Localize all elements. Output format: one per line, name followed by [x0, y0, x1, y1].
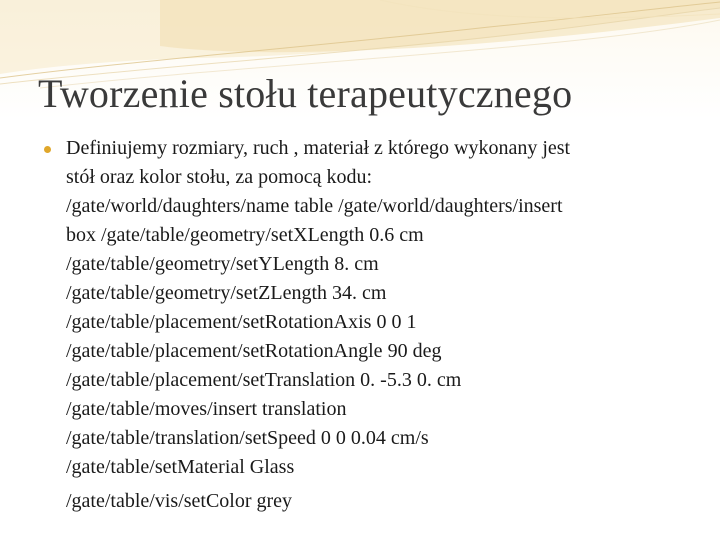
- bullet-item: [40, 134, 690, 516]
- code-line: /gate/table/setMaterial Glass: [66, 456, 295, 478]
- code-line: /gate/table/placement/setRotationAngle 90 deg: [66, 340, 442, 362]
- slide-content: [40, 134, 690, 516]
- code-line: /gate/table/geometry/setZLength 34. cm: [66, 282, 387, 304]
- code-line: /gate/table/geometry/setYLength 8. cm: [66, 253, 379, 275]
- code-line: /gate/world/daughters/name table /gate/world/daughters/insert: [66, 195, 563, 217]
- bullet-text-line: stół oraz kolor stołu, za pomocą kodu:: [66, 166, 373, 188]
- code-line: /gate/table/translation/setSpeed 0 0 0.04 cm/s: [66, 427, 429, 449]
- code-line: /gate/table/vis/setColor grey: [66, 490, 293, 512]
- slide-title: Tworzenie stołu terapeutycznego: [38, 71, 573, 116]
- code-line: /gate/table/moves/insert translation: [66, 398, 347, 420]
- code-line: /gate/table/placement/setTranslation 0. -5.3 0. cm: [66, 369, 462, 391]
- bullet-text-line: Definiujemy rozmiary, ruch , materiał z którego wykonany jest: [66, 137, 571, 159]
- bullet-dot-icon: [44, 146, 51, 153]
- code-line: /gate/table/placement/setRotationAxis 0 0 1: [66, 311, 417, 333]
- code-line: box /gate/table/geometry/setXLength 0.6 cm: [66, 224, 424, 246]
